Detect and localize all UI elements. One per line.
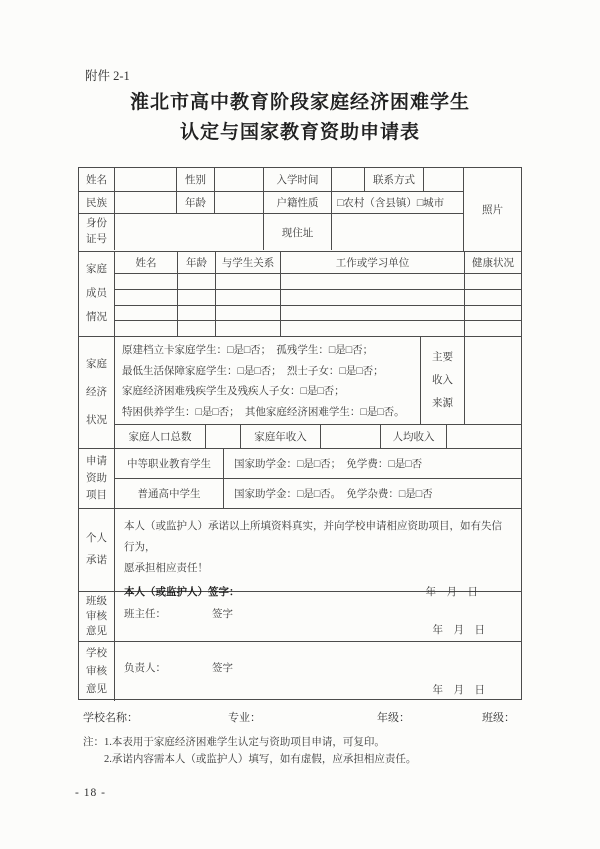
class-teacher-label: 班主任： (124, 609, 166, 620)
family-col-relation: 与学生关系 (215, 252, 280, 273)
age-field (214, 192, 263, 213)
gender-label: 性别 (176, 168, 214, 191)
class-teacher-sign-label: 签字 (212, 609, 233, 620)
school-review-date-placeholder: 年 月 日 (432, 685, 485, 696)
enroll-time-field (331, 168, 364, 191)
grade-label: 年级： (377, 712, 410, 724)
subsidy-options-vocational: 国家助学金：□是□否； 免学费：□是□否 (223, 449, 521, 478)
income-source-field (464, 337, 521, 424)
page-number: - 18 - (75, 787, 106, 799)
name-label: 姓名 (86, 175, 107, 186)
address-field (331, 214, 463, 250)
contact-label: 联系方式 (364, 168, 423, 191)
note-2: 2.承诺内容需本人（或监护人）填写，如有虚假，应承担相应责任。 (104, 754, 417, 765)
family-members-section (79, 251, 521, 336)
economic-line-1: 原建档立卡家庭学生：□是□否； 孤残学生：□是□否； (122, 345, 374, 356)
ethnicity-field (114, 192, 176, 213)
name-field (114, 168, 176, 191)
form-title (0, 88, 600, 148)
family-col-health: 健康状况 (464, 252, 521, 273)
family-member-row (115, 320, 521, 336)
economic-status-section (79, 336, 521, 448)
contact-field (423, 168, 463, 191)
form-title-line2: 认定与国家教育资助申请表 (179, 122, 420, 143)
commitment-text-line2: 愿承担相应责任！ (124, 563, 208, 574)
id-number-field (114, 214, 263, 250)
economic-status-label: 家庭经济状况 (86, 358, 107, 426)
commitment-signature-label: 本人（或监护人）签字： (124, 587, 240, 598)
major-label: 专业： (228, 712, 261, 724)
school-head-label: 负责人： (124, 663, 166, 674)
family-member-row (115, 305, 521, 321)
note-prefix: 注： (83, 737, 104, 748)
family-members-label: 家庭成员情况 (86, 264, 107, 323)
enroll-time-label: 入学时间 (263, 168, 331, 191)
family-members-header-row (115, 252, 521, 273)
basic-info-section (79, 168, 521, 251)
footnotes (83, 734, 416, 768)
economic-line-3: 家庭经济困难残疾学生及残疾人子女：□是□否； (122, 386, 345, 397)
family-col-workunit: 工作或学习单位 (280, 252, 464, 273)
age-label: 年龄 (176, 192, 214, 213)
subsidy-category-vocational: 中等职业教育学生 (114, 449, 223, 478)
form-title-line1: 淮北市高中教育阶段家庭经济困难学生 (129, 92, 470, 113)
household-label: 户籍性质 (263, 192, 331, 213)
commitment-section (79, 508, 521, 598)
class-label: 班级： (482, 712, 515, 724)
income-source-label: 主要收入来源 (420, 337, 464, 424)
family-member-row (115, 273, 521, 289)
population-field (205, 425, 240, 448)
id-number-label: 身份证号 (86, 218, 107, 245)
economic-line-2: 最低生活保障家庭学生：□是□否； 烈士子女：□是□否； (122, 365, 384, 377)
note-1: 1.本表用于家庭经济困难学生认定与资助项目申请，可复印。 (104, 737, 385, 748)
annual-income-field (320, 425, 380, 448)
family-member-row (115, 289, 521, 305)
annual-income-label: 家庭年收入 (240, 425, 320, 448)
subsidy-row-highschool (114, 478, 521, 508)
subsidy-category-highschool: 普通高中学生 (114, 479, 223, 508)
subsidy-row-vocational (114, 449, 521, 478)
class-review-date-placeholder: 年 月 日 (432, 625, 485, 636)
gender-field (214, 168, 263, 191)
commitment-text-line1: 本人（或监护人）承诺以上所填资料真实，并向学校申请相应资助项目，如有失信行为， (124, 521, 502, 553)
school-head-sign-label: 签字 (212, 663, 233, 674)
class-review-section (79, 591, 521, 641)
commitment-label: 个人承诺 (86, 533, 107, 566)
household-options: □农村（含县镇）□城市 (331, 192, 463, 213)
economic-line-4: 特困供养学生：□是□否； 其他家庭经济困难学生：□是□否。 (122, 406, 405, 418)
address-label: 现住址 (263, 214, 331, 250)
per-capita-field (446, 425, 521, 448)
photo-box: 照片 (463, 168, 521, 251)
family-col-age: 年龄 (177, 252, 215, 273)
population-label: 家庭人口总数 (128, 432, 192, 443)
attachment-label: 附件 2-1 (85, 69, 130, 83)
school-name-label: 学校名称： (83, 712, 138, 724)
application-form-table (78, 167, 522, 700)
school-review-section (79, 641, 521, 701)
subsidy-items-section (79, 448, 521, 508)
class-review-label: 班级审核意见 (86, 596, 107, 637)
subsidy-options-highschool: 国家助学金：□是□否。 免学杂费：□是□否 (223, 479, 521, 508)
family-col-name: 姓名 (135, 258, 157, 269)
commitment-date-placeholder: 年 月 日 (425, 587, 478, 598)
school-review-label: 学校审核意见 (86, 647, 107, 695)
subsidy-items-label: 申请资助项目 (86, 456, 107, 501)
per-capita-label: 人均收入 (380, 425, 446, 448)
economic-checkbox-lines (115, 337, 420, 424)
ethnicity-label: 民族 (86, 198, 107, 209)
